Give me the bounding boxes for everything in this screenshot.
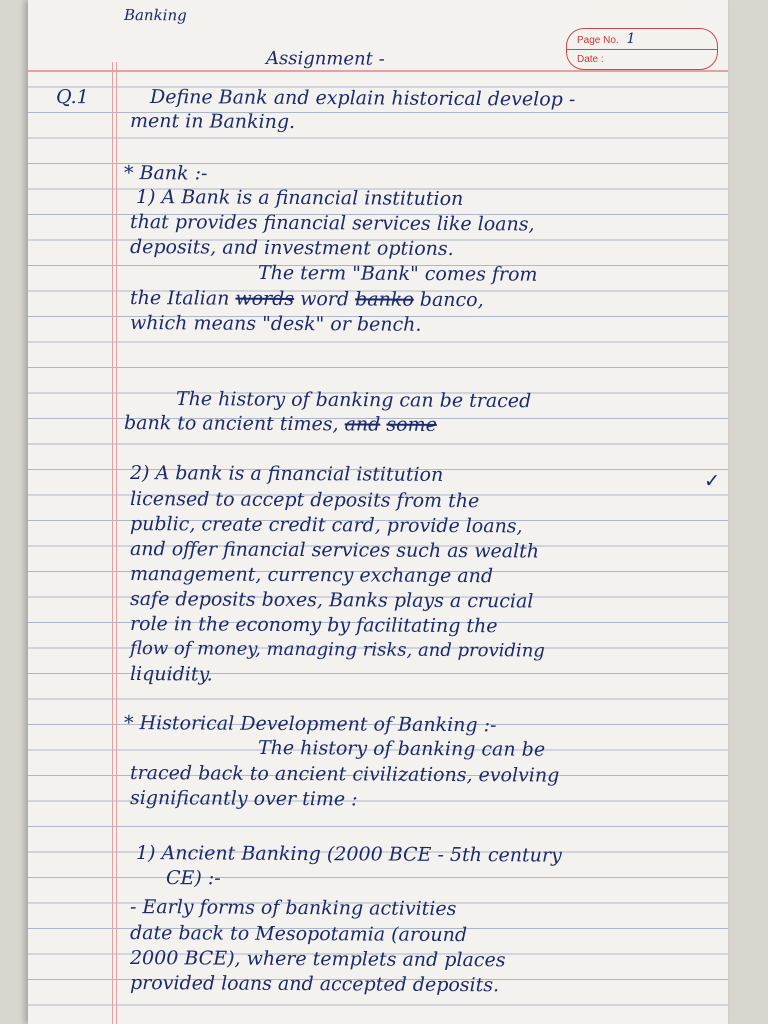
question-line-2: ment in Banking. bbox=[129, 110, 296, 134]
struck-word-2: banko bbox=[355, 288, 414, 311]
definition-2-line-2: licensed to accept deposits from the bbox=[129, 488, 480, 513]
bank-line-5-part-a: the Italian bbox=[129, 287, 236, 310]
ancient-banking-heading: 1) Ancient Banking (2000 BCE - 5th century bbox=[135, 842, 562, 867]
margin-line bbox=[112, 62, 113, 1024]
bank-line-1: 1) A Bank is a financial institution bbox=[135, 186, 464, 210]
date-row bbox=[567, 49, 717, 69]
historical-development-line-1: The history of banking can be bbox=[257, 737, 546, 761]
check-mark-icon: ✓ bbox=[703, 470, 720, 493]
ancient-banking-line-3: 2000 BCE), where templets and places bbox=[129, 947, 506, 972]
bank-line-5-part-c: banco, bbox=[413, 288, 484, 312]
ancient-banking-heading-2: CE) :- bbox=[165, 867, 221, 890]
definition-2-line-3: public, create credit card, provide loans, bbox=[129, 513, 523, 538]
notebook-page bbox=[28, 0, 728, 1024]
history-note-line-1: The history of banking can be traced bbox=[175, 388, 532, 413]
ancient-banking-line-2: date back to Mesopotamia (around bbox=[129, 922, 468, 947]
header-rule bbox=[28, 70, 728, 72]
definition-2-line-8: flow of money, managing risks, and providing bbox=[129, 638, 545, 662]
historical-development-line-2: traced back to ancient civilizations, evolving bbox=[129, 762, 560, 787]
bank-line-2: that provides financial services like loans, bbox=[129, 211, 535, 236]
date-label: Date : bbox=[577, 54, 604, 65]
page-no-row bbox=[567, 29, 717, 49]
page-number: 1 bbox=[626, 31, 636, 47]
definition-2-line-5: management, currency exchange and bbox=[129, 563, 494, 588]
question-line-1: Define Bank and explain historical develop - bbox=[149, 86, 576, 111]
historical-development-line-3: significantly over time : bbox=[129, 787, 358, 811]
definition-2-line-4: and offer financial services such as wealth bbox=[129, 538, 540, 563]
page-no-label: Page No. bbox=[577, 35, 619, 46]
ancient-banking-line-4: provided loans and accepted deposits. bbox=[129, 972, 500, 997]
page-number-box bbox=[566, 28, 718, 70]
bank-line-3: deposits, and investment options. bbox=[129, 236, 454, 260]
definition-2-line-9: liquidity. bbox=[129, 663, 213, 686]
bank-line-6: which means "desk" or bench. bbox=[129, 312, 422, 336]
historical-development-heading: * Historical Development of Banking :- bbox=[123, 712, 497, 737]
struck-word-1: words bbox=[235, 287, 295, 311]
definition-2-line-6: safe deposits boxes, Banks plays a crucial bbox=[129, 588, 534, 613]
struck-word-4: some bbox=[386, 413, 437, 436]
bank-line-5 bbox=[130, 287, 484, 311]
ancient-banking-line-1: - Early forms of banking activities bbox=[129, 896, 457, 920]
bank-heading: * Bank :- bbox=[123, 162, 208, 185]
history-note-line-2-text: bank to ancient times, bbox=[123, 412, 345, 436]
bank-line-5-part-b: word bbox=[294, 288, 356, 311]
bank-line-4: The term "Bank" comes from bbox=[257, 262, 538, 286]
definition-2-line-1: 2) A bank is a financial istitution bbox=[129, 462, 444, 486]
definition-2-line-7: role in the economy by facilitating the bbox=[129, 613, 498, 638]
struck-word-3: and bbox=[344, 413, 381, 436]
subject-title: Banking bbox=[123, 6, 187, 25]
history-note-line-2 bbox=[124, 412, 437, 436]
assignment-title: Assignment - bbox=[265, 48, 385, 70]
question-number: Q.1 bbox=[55, 86, 89, 109]
margin-line-inner bbox=[116, 62, 117, 1024]
